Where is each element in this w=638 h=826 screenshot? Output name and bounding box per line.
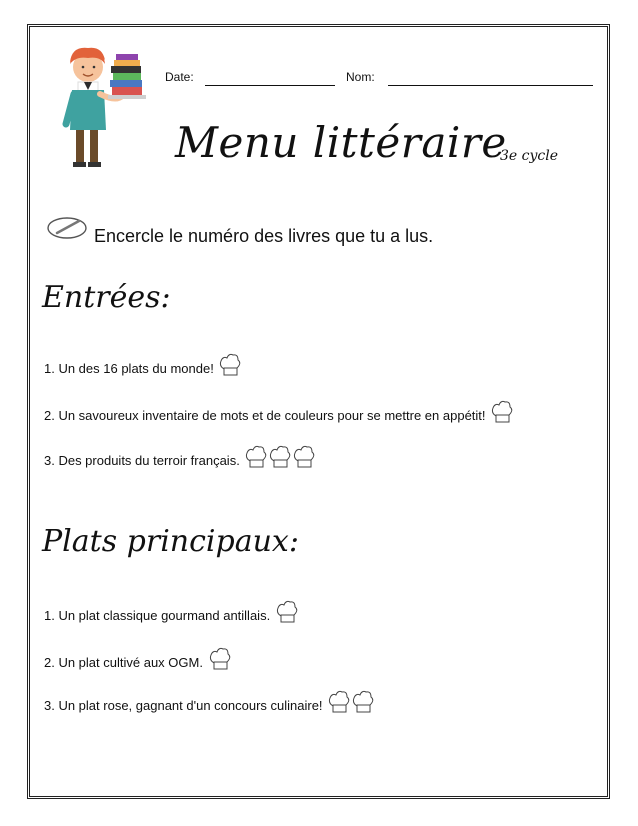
list-item bbox=[44, 647, 231, 673]
name-label: Nom: bbox=[346, 70, 375, 84]
page-subtitle: 3e cycle bbox=[500, 148, 558, 164]
chef-hat-icon bbox=[276, 600, 298, 626]
date-field[interactable] bbox=[205, 85, 335, 86]
instruction-text: Encercle le numéro des livres que tu a lus. bbox=[94, 226, 434, 246]
list-item bbox=[44, 353, 241, 379]
section-title-plats: Plats principaux: bbox=[42, 524, 299, 559]
chef-hat-icon bbox=[219, 353, 241, 379]
section-title-entrees: Entrées: bbox=[42, 280, 171, 315]
chef-hat-icon bbox=[352, 690, 374, 716]
list-item bbox=[44, 400, 513, 426]
chef-hat-icon bbox=[209, 647, 231, 673]
page-title: Menu littéraire bbox=[175, 118, 507, 167]
chef-hat-icon bbox=[491, 400, 513, 426]
chef-hat-icon bbox=[328, 690, 350, 716]
waiter-with-books-icon bbox=[50, 40, 155, 175]
list-item-text: 1. Un plat classique gourmand antillais. bbox=[44, 608, 271, 623]
date-label: Date: bbox=[165, 70, 194, 84]
list-item-text: 2. Un savoureux inventaire de mots et de couleurs pour se mettre en appétit! bbox=[44, 408, 486, 423]
list-item bbox=[44, 690, 374, 716]
name-field[interactable] bbox=[388, 85, 593, 86]
pencil-icon bbox=[45, 215, 89, 241]
list-item-text: 3. Des produits du terroir français. bbox=[44, 453, 240, 468]
chef-hat-icon bbox=[293, 445, 315, 471]
chef-hat-icon bbox=[245, 445, 267, 471]
list-item-text: 1. Un des 16 plats du monde! bbox=[44, 361, 214, 376]
list-item-text: 2. Un plat cultivé aux OGM. bbox=[44, 655, 203, 670]
list-item-text: 3. Un plat rose, gagnant d'un concours culinaire! bbox=[44, 698, 323, 713]
list-item bbox=[44, 600, 298, 626]
chef-hat-icon bbox=[269, 445, 291, 471]
list-item bbox=[44, 445, 315, 471]
